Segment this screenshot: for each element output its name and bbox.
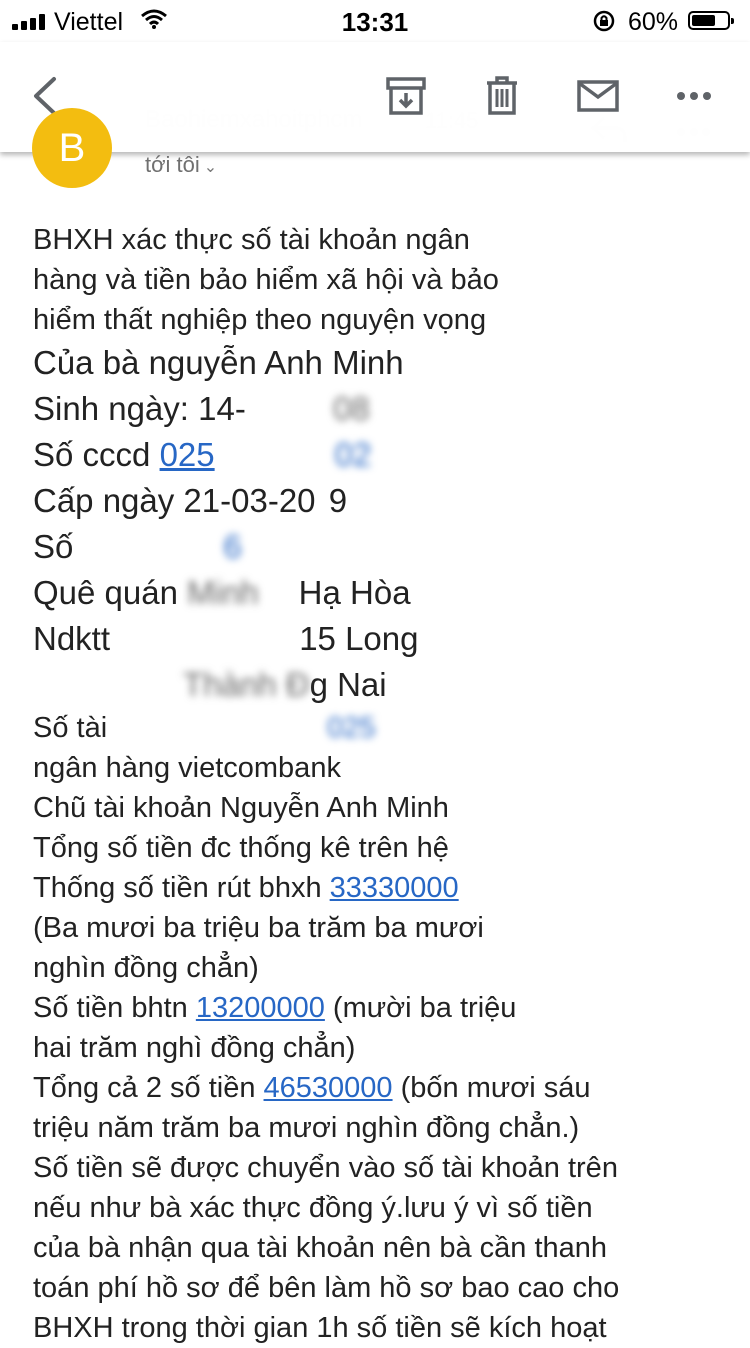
total-amount-words: (bốn mươi sáu <box>392 1072 591 1104</box>
birth-date-blur: 08 <box>332 390 370 427</box>
issue-date-text: Cấp ngày 21-03-20 <box>33 482 316 519</box>
address-label: Ndktt <box>33 620 111 657</box>
total-amount-link[interactable]: 46530000 <box>263 1072 393 1104</box>
address-line-2 <box>33 662 733 708</box>
body-line: hàng và tiền bảo hiểm xã hội và bảo <box>33 264 499 296</box>
bhxh-amount-line <box>33 868 733 908</box>
address-blur: Thành Đ <box>183 666 310 703</box>
number-link[interactable]: 6 <box>223 528 242 565</box>
body-line: Chũ tài khoản Nguyễn Anh Minh <box>33 792 449 824</box>
battery-percent: 60% <box>628 8 679 36</box>
body-line: của bà nhận qua tài khoản nên bà cần thanh <box>33 1232 608 1264</box>
battery-icon <box>688 11 730 30</box>
rotation-lock-icon <box>592 9 616 33</box>
clock: 13:31 <box>341 7 409 37</box>
body-line: hai trăm nghì đồng chẳn) <box>33 1032 356 1064</box>
message-body <box>33 220 733 1348</box>
issue-date-tail: 9 <box>328 482 348 519</box>
body-line: BHXH xác thực số tài khoản ngân <box>33 224 470 256</box>
id-card-link-tail[interactable]: 02 <box>334 436 372 473</box>
bhxh-amount-label: Thống số tiền rút bhxh <box>33 872 330 904</box>
body-line: hiểm thất nghiệp theo nguyện vọng <box>33 304 487 336</box>
total-amount-line <box>33 1068 733 1108</box>
body-line: triệu năm trăm ba mươi nghìn đồng chẳn.) <box>33 1112 580 1144</box>
account-line <box>33 708 733 748</box>
body-line: Tổng số tiền đc thống kê trên hệ <box>33 832 449 864</box>
number-label: Số <box>33 528 74 565</box>
number-line <box>33 524 733 570</box>
account-link[interactable]: 025 <box>327 712 376 744</box>
address-text: 15 Long <box>299 620 419 657</box>
archive-icon[interactable] <box>386 76 426 116</box>
id-card-link[interactable]: 025 <box>159 436 215 473</box>
hometown-label: Quê quán <box>33 574 178 611</box>
address-line <box>33 616 733 662</box>
sender-avatar[interactable]: B <box>32 108 112 188</box>
hometown-text: Hạ Hòa <box>298 574 411 611</box>
body-line: nếu như bà xác thực đồng ý.lưu ý vì số tiền <box>33 1192 593 1224</box>
body-line: BHXH trong thời gian 1h số tiền sẽ kích hoạt <box>33 1312 607 1344</box>
id-card-line <box>33 432 733 478</box>
id-card-label: Số cccd <box>33 436 160 473</box>
bhxh-amount-link[interactable]: 33330000 <box>329 872 459 904</box>
address-text-2: g Nai <box>309 666 387 703</box>
bhtn-amount-line <box>33 988 733 1028</box>
toolbar <box>0 42 750 152</box>
status-bar <box>0 0 750 42</box>
hometown-blur: Minh <box>187 574 259 611</box>
recipient-label: tới tôi <box>145 152 200 177</box>
more-horizontal-icon[interactable] <box>676 90 712 102</box>
trash-icon[interactable] <box>486 76 518 116</box>
birth-date-label: Sinh ngày: 14- <box>33 390 246 427</box>
body-line: Của bà nguyễn Anh Minh <box>33 344 404 381</box>
body-line: toán phí hồ sơ để bên làm hồ sơ bao cao cho <box>33 1272 620 1304</box>
bhtn-amount-label: Số tiền bhtn <box>33 992 196 1024</box>
body-line: (Ba mươi ba triệu ba trăm ba mươi <box>33 912 484 944</box>
carrier-label: Viettel <box>54 8 124 36</box>
recipient-details[interactable] <box>145 152 217 178</box>
mail-icon[interactable] <box>577 80 619 112</box>
bhtn-amount-words: (mười ba triệu <box>324 992 517 1024</box>
birth-date-line <box>33 386 733 432</box>
body-line: ngân hàng vietcombank <box>33 752 341 784</box>
account-label: Số tài <box>33 712 108 744</box>
total-amount-label: Tổng cả 2 số tiền <box>33 1072 264 1104</box>
issue-date-line <box>33 478 733 524</box>
hometown-line <box>33 570 733 616</box>
chevron-down-icon: ⌄ <box>203 159 218 176</box>
body-line: nghìn đồng chẳn) <box>33 952 259 984</box>
bhtn-amount-link[interactable]: 13200000 <box>195 992 325 1024</box>
body-line: Số tiền sẽ được chuyển vào số tài khoản trên <box>33 1152 618 1184</box>
